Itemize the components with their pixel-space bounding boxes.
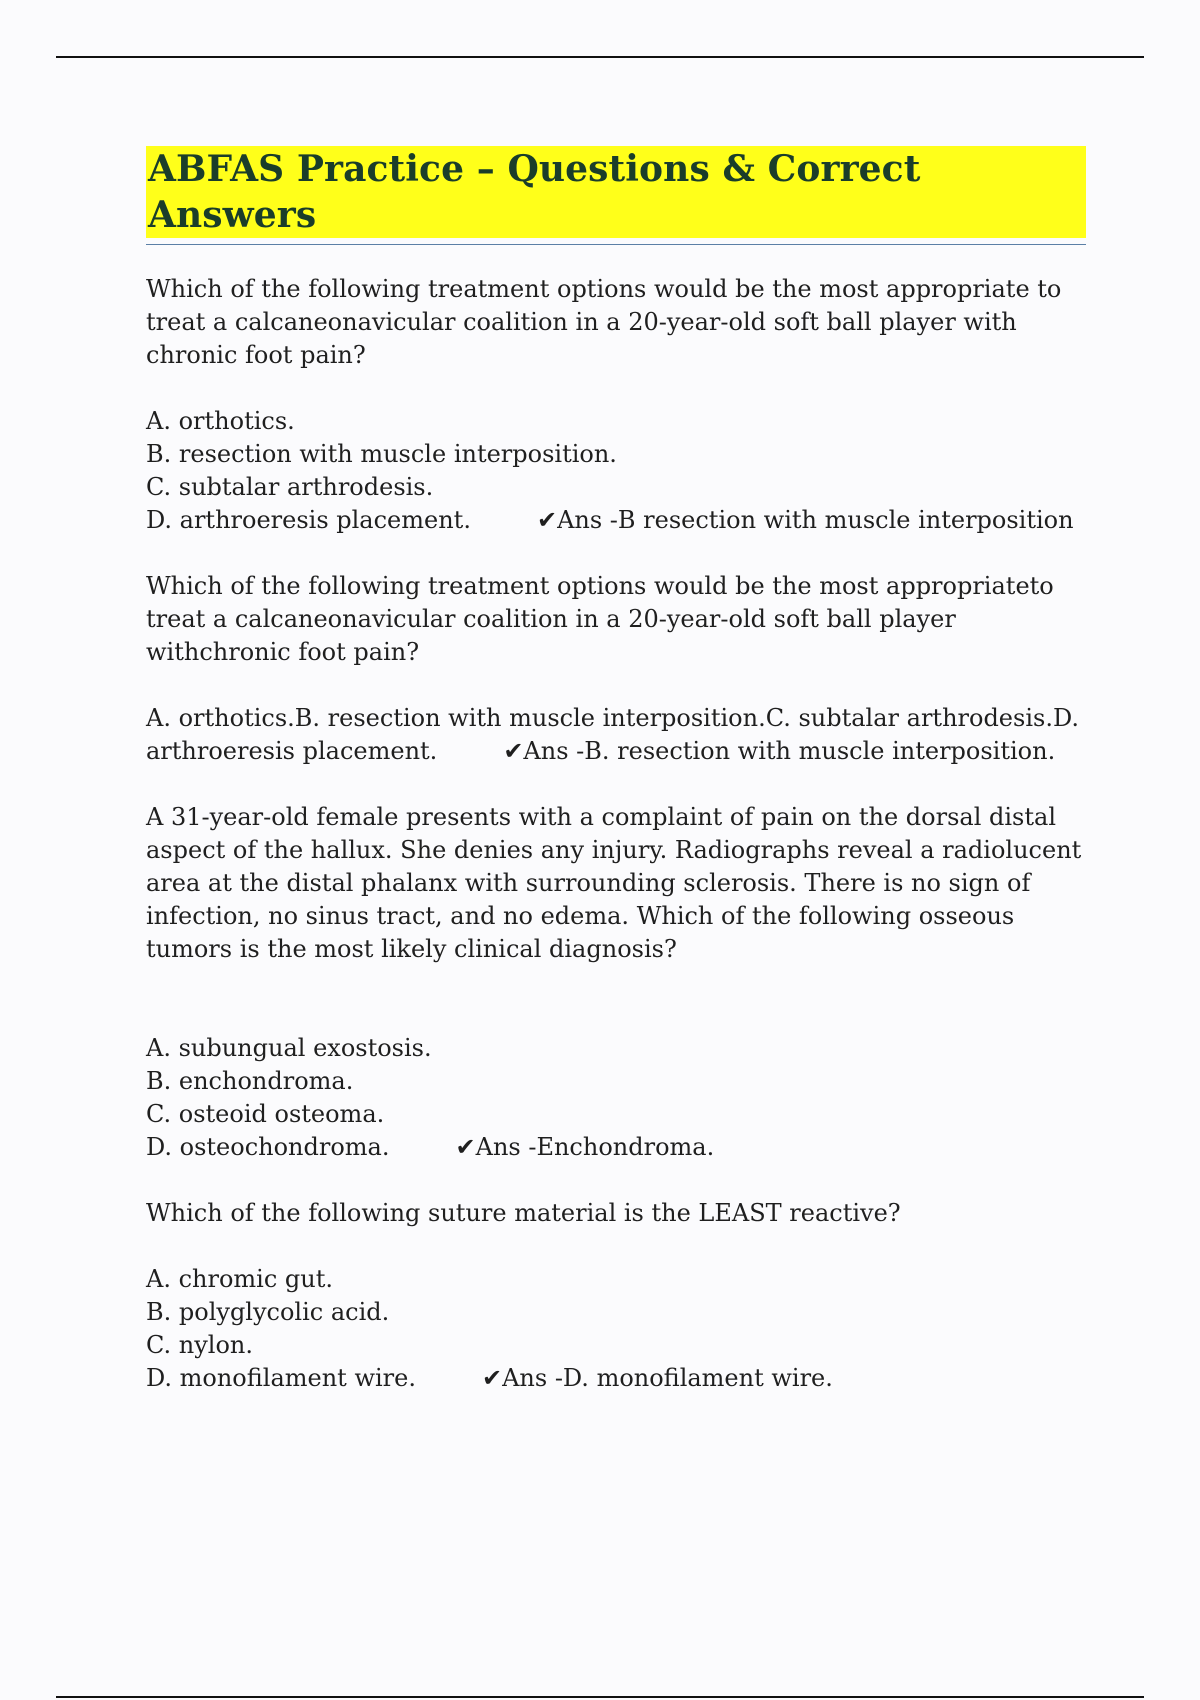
option-a: A. chromic gut. (146, 1265, 334, 1293)
question-2-text: Which of the following treatment options would be the most appropriateto treat a calcaneonavicular coalition in a 20-year-old soft ball player withchronic foot pain? (146, 572, 1062, 666)
option-d-cont: arthroeresis placement. (146, 737, 438, 765)
question-4-options (146, 1263, 1086, 1395)
question-1-options (146, 405, 1086, 537)
answer-3: ✔Ans -Enchondroma. (455, 1133, 715, 1161)
options-line-1: A. orthotics.B. resection with muscle interposition.C. subtalar arthrodesis.D. (146, 704, 1079, 732)
option-d-line (146, 1131, 1086, 1164)
option-b: B. polyglycolic acid. (146, 1298, 390, 1326)
option-d: D. arthroeresis placement. (146, 506, 471, 534)
answer-4: ✔Ans -D. monofilament wire. (481, 1364, 833, 1392)
question-2-options (146, 702, 1086, 768)
option-d-line (146, 1362, 1086, 1395)
page-top-rule (56, 56, 1144, 58)
question-3-options (146, 1032, 1086, 1164)
option-c: C. subtalar arthrodesis. (146, 473, 434, 501)
question-4-text: Which of the following suture material is the LEAST reactive? (146, 1199, 901, 1227)
option-a: A. subungual exostosis. (146, 1034, 432, 1062)
document-title: ABFAS Practice – Questions & Correct Answers (146, 146, 1086, 238)
option-c: C. nylon. (146, 1331, 253, 1359)
option-b: B. enchondroma. (146, 1067, 354, 1095)
answer-1: ✔Ans -B resection with muscle interposition (536, 506, 1074, 534)
option-c: C. osteoid osteoma. (146, 1100, 385, 1128)
option-d: D. monofilament wire. (146, 1364, 416, 1392)
option-d-line (146, 504, 1086, 537)
options-line-2 (146, 735, 1086, 768)
option-d: D. osteochondroma. (146, 1133, 390, 1161)
title-block (146, 146, 1086, 245)
option-b: B. resection with muscle interposition. (146, 440, 617, 468)
answer-2: ✔Ans -B. resection with muscle interposition. (503, 737, 1056, 765)
question-3-text: A 31-year-old female presents with a complaint of pain on the dorsal distal aspect of the hallux. She denies any injury. Radiographs reveal a radiolucent area at the distal phalanx with surrounding sclerosis. There is no sign of infection, no sinus tract, and no edema. Which of the following osseous tumors is the most likely clinical diagnosis? (146, 803, 1089, 963)
page-bottom-rule (56, 1696, 1144, 1698)
question-1-text: Which of the following treatment options would be the most appropriate to treat a calcaneonavicular coalition in a 20-year-old soft ball player with chronic foot pain? (146, 275, 1070, 369)
option-a: A. orthotics. (146, 407, 295, 435)
document-body (146, 146, 1089, 1428)
